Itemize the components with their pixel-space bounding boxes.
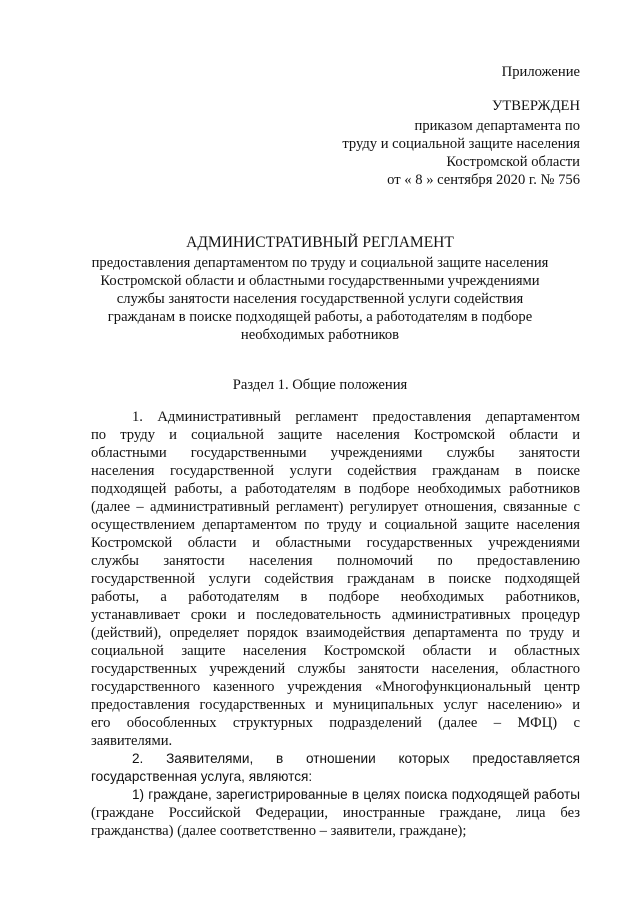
- title-line: службы занятости населения государственной услуги содействия: [116, 291, 524, 307]
- paragraph-line: (далее – административный регламент) регулирует отношения, связанные с: [91, 499, 580, 515]
- paragraph-line: социальной защите населения Костромской области и областных: [91, 643, 580, 659]
- order-line: Костромской области: [446, 154, 580, 170]
- paragraph-line: областными государственными учреждениями службы занятости: [91, 445, 580, 461]
- paragraph-line: работы, а работодателям в подборе необходимых работников,: [91, 589, 580, 605]
- paragraph-line: 1. Административный регламент предоставления департаментом: [132, 409, 580, 425]
- paragraph-line: населения государственной услуги содействия гражданам в поиске: [91, 463, 580, 479]
- paragraph-line: заявителями.: [91, 733, 173, 749]
- title-line: предоставления департаментом по труду и социальной защите населения: [91, 255, 549, 271]
- section-heading: Раздел 1. Общие положения: [232, 377, 408, 393]
- paragraph-line: гражданства) (далее соответственно – заявители, граждане);: [91, 823, 467, 839]
- paragraph-line: его обособленных структурных подразделений (далее – МФЦ) с: [91, 715, 580, 731]
- title-line: гражданам в поиске подходящей работы, а работодателям в подборе: [107, 309, 533, 325]
- order-line: приказом департамента по: [414, 118, 580, 134]
- paragraph-line: государственная услуга, являются:: [91, 769, 313, 784]
- paragraph-line: (действий), определяет порядок взаимодействия департамента по труду и: [91, 625, 580, 641]
- document-title: АДМИНИСТРАТИВНЫЙ РЕГЛАМЕНТ: [186, 234, 454, 251]
- paragraph-line: по труду и социальной защите населения Костромской области и: [91, 427, 580, 443]
- paragraph-line: подходящей работы, а работодателям в подборе необходимых работников: [91, 481, 580, 497]
- order-line: труду и социальной защите населения: [342, 136, 580, 152]
- paragraph-line: Костромской области и областными государственных учреждениями: [91, 535, 580, 551]
- paragraph-line: предоставления государственных и муниципальных услуг населению» и: [91, 697, 580, 713]
- paragraph-line: устанавливает сроки и последовательность административных процедур: [91, 607, 580, 623]
- title-line: Костромской области и областными государственными учреждениями: [100, 273, 540, 289]
- paragraph-line: (граждане Российской Федерации, иностранные граждане, лица без: [91, 805, 580, 821]
- paragraph-line: государственного казенного учреждения «Многофункциональный центр: [91, 679, 580, 695]
- order-line: от « 8 » сентября 2020 г. № 756: [387, 172, 580, 188]
- paragraph-line: государственных учреждений службы занятости населения, областного: [91, 661, 580, 677]
- title-line: необходимых работников: [240, 327, 400, 343]
- paragraph-line: государственной услуги содействия гражданам в поиске подходящей: [91, 571, 580, 587]
- paragraph-line: 1) граждане, зарегистрированные в целях поиска подходящей работы: [132, 787, 580, 802]
- paragraph-line: 2. Заявителями, в отношении которых предоставляется: [132, 751, 580, 766]
- approved-label: УТВЕРЖДЕН: [492, 98, 580, 114]
- appendix-label: Приложение: [501, 64, 580, 80]
- paragraph-line: осуществлением департаментом по труду и социальной защите населения: [91, 517, 580, 533]
- paragraph-line: службы занятости населения полномочий по предоставлению: [91, 553, 580, 569]
